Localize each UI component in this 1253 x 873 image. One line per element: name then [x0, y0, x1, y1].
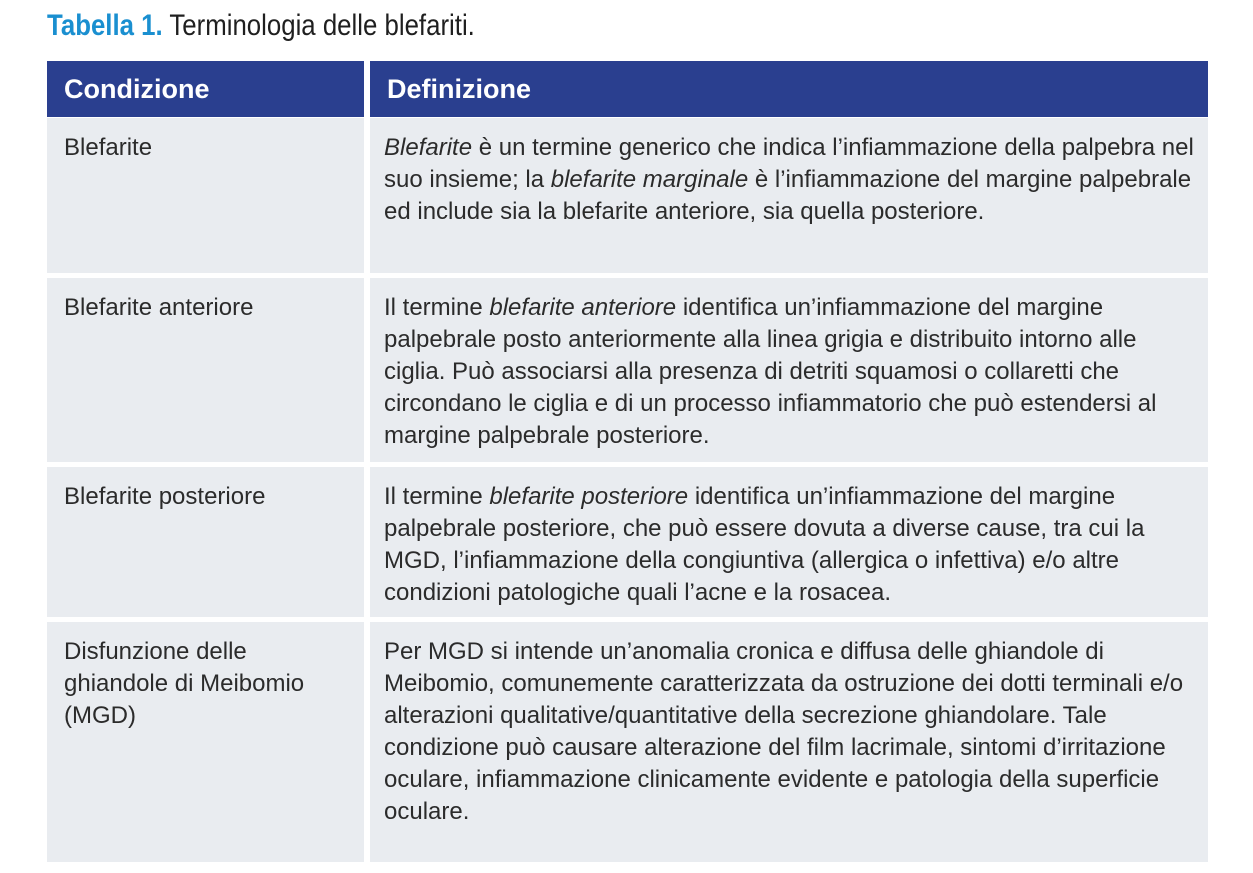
definition-segment: Per MGD si intende un’anomalia cronica e diffusa delle ghiandole di Meibomio, comunemente caratterizzata da ostruzione dei dotti terminali e/o alterazioni qualitative/quantitative della secrezione ghiandolare. Tale condizione può causare alterazione del film lacrimale, sintomi d’irritazione oculare, infiammazione clinicamente evidente e patologia della superficie oculare.: [384, 638, 1184, 825]
table-header: [47, 61, 1208, 117]
definition-segment: Il termine: [384, 294, 490, 321]
header-definizione: Definizione: [387, 74, 532, 104]
definition-segment: Il termine: [384, 483, 490, 510]
definition-segment: è un termine generico che indica l’infiammazione della palpebra nel suo insieme; la: [384, 134, 1194, 193]
definition-cell: [370, 118, 1208, 273]
table-row: [47, 118, 1208, 273]
header-condizione: Condizione: [64, 74, 210, 104]
terminology-table: [47, 61, 1208, 862]
definition-cell: [370, 467, 1208, 617]
table-row: [47, 278, 1208, 462]
definition-segment: Blefarite: [384, 134, 473, 161]
definition-segment: è l’infiammazione del margine palpebrale ed include sia la blefarite anteriore, sia quella posteriore.: [384, 166, 1192, 225]
table-caption-title: Terminologia delle blefariti.: [169, 9, 475, 42]
definition-cell: [370, 278, 1208, 462]
definition-segment: identifica un’infiammazione del margine palpebrale posteriore, che può essere dovuta a diverse cause, tra cui la MGD, l’infiammazione della congiuntiva (allergica o infettiva) e/o altre condizioni patologiche quali l’acne e la rosacea.: [384, 483, 1145, 606]
table-caption: [47, 6, 475, 46]
table-row: [47, 622, 1208, 862]
table-row: [47, 467, 1208, 617]
condition-cell: Blefarite posteriore: [47, 467, 364, 617]
table-caption-label: Tabella 1.: [47, 9, 163, 42]
definition-segment: blefarite posteriore: [489, 483, 689, 510]
definition-cell: [370, 622, 1208, 862]
definition-segment: identifica un’infiammazione del margine palpebrale posto anteriormente alla linea grigia e distribuito intorno alle ciglia. Può associarsi alla presenza di detriti squamosi o collaretti che circondano le ciglia e di un processo infiammatorio che può estendersi al margine palpebrale posteriore.: [384, 294, 1157, 449]
definition-segment: blefarite anteriore: [489, 294, 677, 321]
definition-segment: blefarite marginale: [550, 166, 749, 193]
condition-cell: Blefarite: [47, 118, 364, 273]
condition-cell: Disfunzione delle ghiandole di Meibomio (MGD): [47, 622, 364, 862]
condition-cell: Blefarite anteriore: [47, 278, 364, 462]
